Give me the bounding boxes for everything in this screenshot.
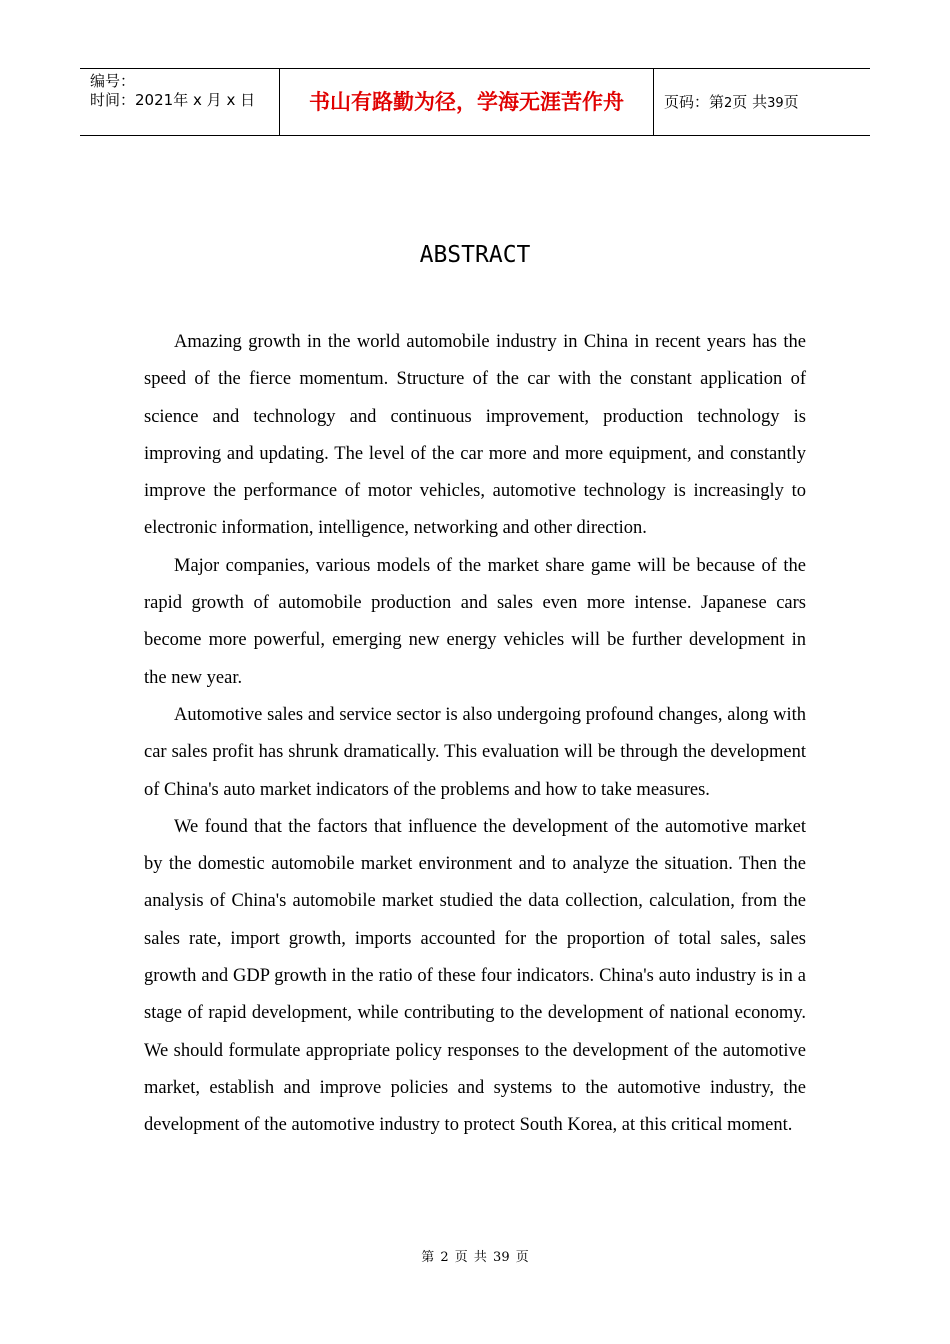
- abstract-body: [144, 324, 806, 1145]
- time-year: 2021: [135, 91, 174, 109]
- header-motto: 书山有路勤为径，学海无涯苦作舟: [280, 69, 654, 135]
- time-line: [90, 91, 279, 110]
- page-footer: 第 2 页 共 39 页: [421, 1250, 529, 1265]
- page-end: 页: [783, 93, 799, 111]
- number-label: 编号：: [90, 72, 136, 90]
- page-label: 页码：第: [664, 93, 725, 111]
- time-month: x: [193, 91, 202, 109]
- page-total: 39: [767, 96, 784, 111]
- paragraph-2: Major companies, various models of the market share game will be because of the rapid growth of automobile production and sales even more intense. Japanese cars become more powerful, emerging new energy vehicles will be further development in the new year.: [144, 555, 806, 688]
- time-month-unit: 月: [206, 91, 222, 109]
- document-title: ABSTRACT: [419, 242, 531, 268]
- time-label: 时间：: [90, 91, 136, 109]
- paragraph-1: Amazing growth in the world automobile industry in China in recent years has the speed of the fierce momentum. Structure of the car with the constant application of science and technology and continuous improvement, production technology is improving and updating. The level of the car more and more equipment, and constantly improve the performance of motor vehicles, automotive technology is increasingly to electronic information, intelligence, networking and other direction.: [144, 332, 806, 539]
- header-page-number: [654, 69, 870, 135]
- header-meta: [80, 69, 280, 135]
- page-header: [80, 68, 870, 136]
- time-day-unit: 日: [240, 91, 256, 109]
- paragraph-3: Automotive sales and service sector is also undergoing profound changes, along with car sales profit has shrunk dramatically. This evaluation will be through the development of China's auto market indicators of the problems and how to take measures.: [144, 704, 806, 800]
- page-current: 2: [724, 96, 733, 111]
- time-year-unit: 年: [173, 91, 189, 109]
- paragraph-4: We found that the factors that influence the development of the automotive market by the domestic automobile market environment and to analyze the situation. Then the analysis of China's automobile market studied the data collection, calculation, from the sales rate, import growth, imports accounted for the proportion of total sales, sales growth and GDP growth in the ratio of these four indicators. China's auto industry is in a stage of rapid development, while contributing to the development of national economy. We should formulate appropriate policy responses to the development of the automotive market, establish and improve policies and systems to the automotive industry, the development of the automotive industry to protect South Korea, at this critical moment.: [144, 816, 806, 1136]
- time-day: x: [226, 91, 236, 109]
- page-mid: 页 共: [732, 93, 768, 111]
